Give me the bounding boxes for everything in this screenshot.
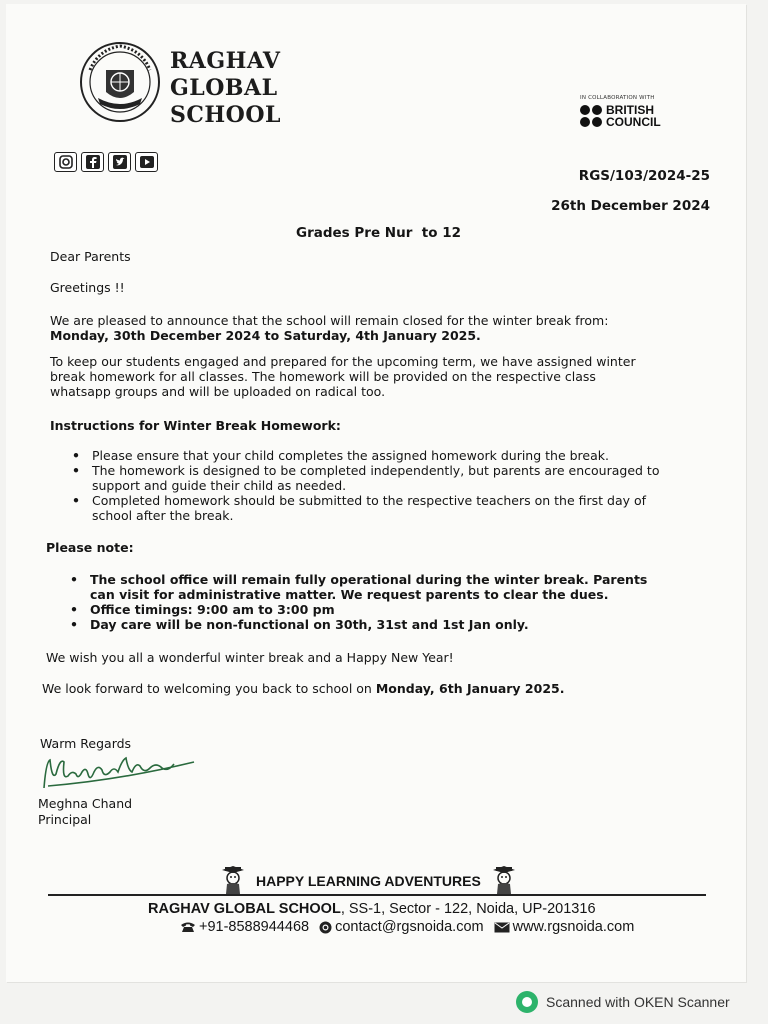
scanner-watermark (516, 991, 730, 1013)
greeting: Greetings !! (50, 280, 125, 295)
note-line: • Office timings: 9:00 am to 3:00 pm (90, 602, 335, 617)
slogan-text: HAPPY LEARNING ADVENTURES (256, 873, 481, 889)
reference-number: RGS/103/2024-25 (578, 168, 710, 184)
mascot-icon (220, 866, 246, 896)
engagement-line: To keep our students engaged and prepared for the upcoming term, we have assigned winter (50, 354, 636, 369)
website-url: www.rgsnoida.com (512, 919, 635, 935)
grades-heading: Grades Pre Nur to 12 (296, 225, 461, 241)
note-line: • The school office will remain fully operational during the winter break. Parents (90, 572, 648, 587)
school-name-line: GLOBAL (170, 75, 278, 101)
signatory-name: Meghna Chand (38, 796, 133, 811)
list-item (64, 493, 724, 523)
instruction-line: • Completed homework should be submitted to the respective teachers on the first day of (92, 493, 647, 508)
notes-list (62, 572, 722, 632)
closure-dates: Monday, 30th December 2024 to Saturday, 4th January 2025. (50, 328, 481, 343)
instruction-line: school after the break. (92, 508, 234, 523)
list-item (62, 617, 722, 632)
engagement-paragraph (50, 354, 690, 399)
letter-page (6, 4, 746, 982)
email-contact[interactable] (319, 919, 484, 935)
facebook-icon[interactable] (81, 152, 104, 172)
engagement-line: whatsapp groups and will be uploaded on radical too. (50, 384, 386, 399)
address-location: , SS-1, Sector - 122, Noida, UP-201316 (340, 901, 596, 917)
phone-icon (180, 921, 196, 933)
website-contact[interactable] (494, 919, 635, 935)
note-line: • Day care will be non-functional on 30th, 31st and 1st Jan only. (90, 617, 529, 632)
principal-signature (40, 750, 200, 800)
youtube-icon[interactable] (135, 152, 158, 172)
partner-line: COUNCIL (606, 115, 661, 129)
school-name-line: SCHOOL (170, 102, 281, 128)
note-line: can visit for administrative matter. We request parents to clear the dues. (90, 587, 609, 602)
signatory-designation: Principal (38, 812, 92, 827)
social-icons (54, 152, 158, 172)
announcement-line: We are pleased to announce that the school will remain closed for the winter break from: (50, 313, 609, 328)
list-item (64, 448, 724, 463)
email-address: contact@rgsnoida.com (335, 919, 484, 935)
welcome-date: Monday, 6th January 2025. (375, 681, 565, 696)
instruction-line: • Please ensure that your child completes the assigned homework during the break. (92, 448, 609, 463)
warm-regards: Warm Regards (40, 736, 132, 751)
partner-line: BRITISH (606, 103, 654, 117)
twitter-icon[interactable] (108, 152, 131, 172)
oken-scanner-logo-icon (516, 991, 538, 1013)
welcome-prefix: We look forward to welcoming you back to school on (42, 681, 376, 696)
announcement (50, 313, 690, 343)
instructions-heading: Instructions for Winter Break Homework: (50, 418, 341, 433)
list-item (62, 602, 722, 617)
british-council-dots-icon (580, 105, 602, 127)
mascot-icon (491, 866, 517, 896)
scanner-text: Scanned with OKEN Scanner (546, 994, 730, 1010)
phone-contact[interactable] (180, 919, 309, 935)
welcome-text (42, 681, 564, 696)
instruction-line: • The homework is designed to be completed independently, but parents are encouraged to (92, 463, 660, 478)
school-name (170, 48, 281, 129)
phone-number: +91-8588944468 (199, 919, 310, 935)
instructions-list (64, 448, 724, 523)
school-name-line: RAGHAV (170, 48, 281, 74)
collab-text: IN COLLABORATION WITH (580, 95, 655, 101)
british-council-logo (580, 95, 661, 128)
instruction-line: support and guide their child as needed. (92, 478, 347, 493)
letter-date: 26th December 2024 (551, 198, 710, 214)
school-crest-logo (78, 40, 162, 124)
email-icon (319, 921, 332, 934)
footer-address (148, 901, 596, 917)
website-icon (494, 922, 510, 933)
footer-divider (48, 894, 706, 896)
salutation: Dear Parents (50, 249, 131, 264)
engagement-line: break homework for all classes. The homework will be provided on the respective class (50, 369, 596, 384)
footer-contacts (180, 919, 634, 935)
note-heading: Please note: (46, 540, 134, 555)
instagram-icon[interactable] (54, 152, 77, 172)
footer-slogan (220, 866, 517, 896)
list-item (62, 572, 722, 602)
wish-text: We wish you all a wonderful winter break and a Happy New Year! (46, 650, 454, 665)
list-item (64, 463, 724, 493)
address-school-name: RAGHAV GLOBAL SCHOOL (148, 901, 341, 917)
